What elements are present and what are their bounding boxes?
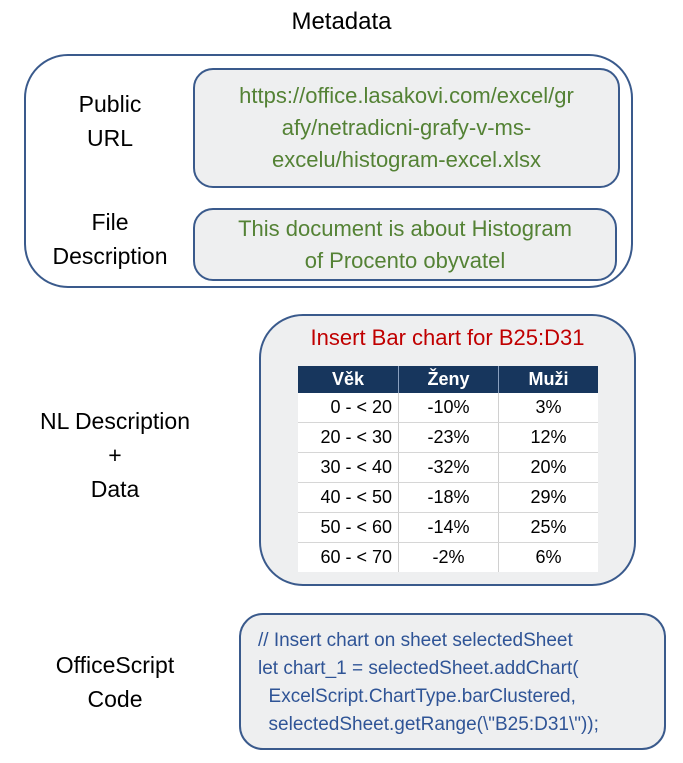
nl-instruction: Insert Bar chart for B25:D31 [310,325,585,350]
officescript-code-label [20,648,210,716]
cell-zeny: -14% [399,513,499,543]
file-description-label-line: File [91,209,129,235]
file-description-label [30,205,190,273]
cell-zeny: -32% [399,453,499,483]
nl-label-line: + [108,442,122,468]
cell-vek: 20 - < 30 [298,423,399,453]
cell-muzi: 6% [535,547,562,567]
code-line: ExcelScript.ChartType.barClustered, [258,686,576,707]
nl-label-line: Data [90,476,140,502]
cell-vek: 40 - < 50 [298,483,399,513]
public-url-label [40,87,180,155]
table-row [298,423,598,453]
cell-muzi: 12% [499,423,599,453]
public-url-value-line: https://office.lasakovi.com/excel/gr [239,83,574,108]
cell-muzi: 3% [499,393,599,423]
table-row [298,453,598,483]
nl-label-line: NL Description [40,408,190,434]
file-description-box [193,208,617,281]
file-description-label-line: Description [52,243,168,269]
cell-vek: 50 - < 60 [298,513,399,543]
code-line: // Insert chart on sheet selectedSheet [258,630,573,651]
public-url-label-line: URL [86,125,133,151]
code-label-line: Code [87,686,143,712]
cell-vek: 60 - < 70 [298,543,399,573]
cell-muzi: 20% [499,453,599,483]
cell-zeny: -2% [399,543,499,573]
table-header-row [298,366,598,393]
cell-zeny: -18% [399,483,499,513]
file-description-value-line: of Procento obyvatel [304,247,506,273]
cell-muzi: 29% [499,483,599,513]
cell-zeny: -10% [399,393,499,423]
cell-muzi: 25% [499,513,599,543]
diagram-title: Metadata [291,8,392,35]
code-line: selectedSheet.getRange(\"B25:D31\")); [258,714,599,735]
cell-vek: 0 - < 20 [298,393,399,423]
column-header-zeny: Ženy [399,366,499,393]
column-header-vek: Věk [298,366,399,393]
public-url-value-line: afy/netradicni-grafy-v-ms- [281,115,532,140]
public-url-box [193,68,620,188]
data-table [298,366,598,572]
officescript-code-box [239,613,666,750]
table-row [298,513,598,543]
public-url-value-line: excelu/histogram-excel.xlsx [272,147,541,172]
table-row [298,393,598,423]
table-row [298,543,598,573]
public-url-label-line: Public [78,91,142,117]
code-label-line: OfficeScript [55,652,175,678]
code-line: let chart_1 = selectedSheet.addChart( [258,658,579,679]
table-row [298,483,598,513]
nl-description-label [10,404,220,506]
file-description-value-line: This document is about Histogram [238,215,572,241]
cell-zeny: -23% [399,423,499,453]
column-header-muzi: Muži [499,366,599,393]
cell-vek: 30 - < 40 [298,453,399,483]
